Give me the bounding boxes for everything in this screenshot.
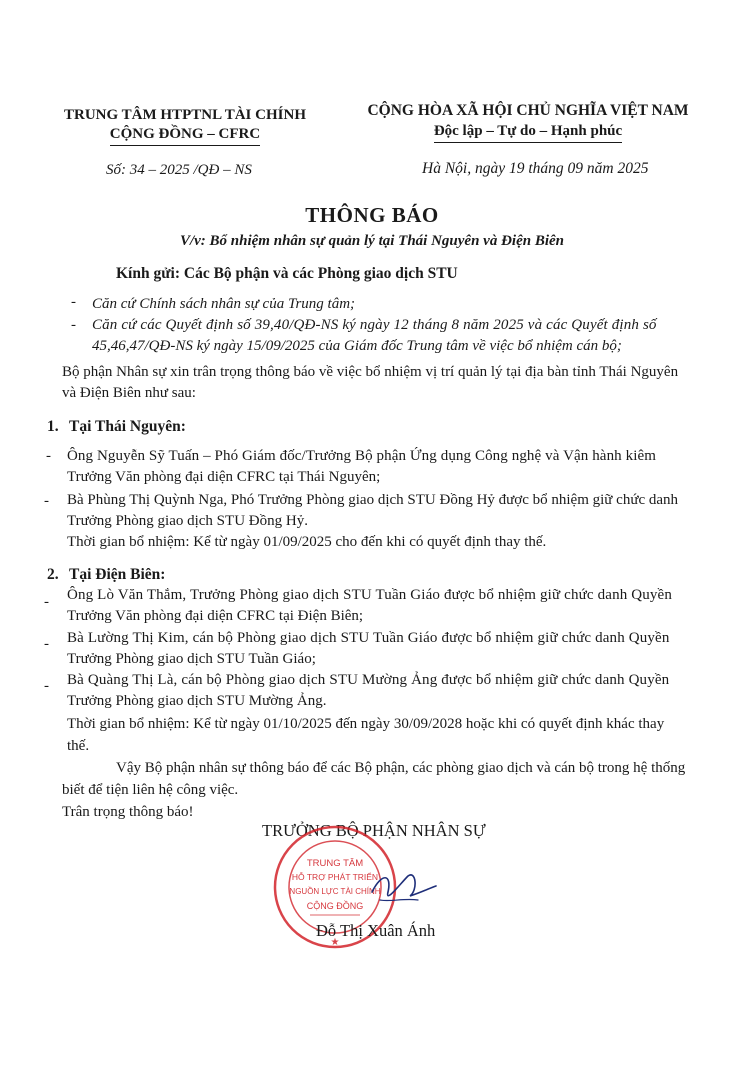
bullet-dash: - bbox=[71, 317, 76, 333]
intro-line-1: Bộ phận Nhân sự xin trân trọng thông báo về việc bổ nhiệm vị trí quản lý tại địa bàn tỉnh Thái Nguyên bbox=[62, 364, 679, 380]
bullet-dash: - bbox=[44, 678, 49, 694]
stamp-line-4: CỘNG ĐỒNG bbox=[306, 901, 364, 911]
section-2-number: 2. bbox=[47, 566, 59, 583]
s1-item-1-line-1: Ông Nguyễn Sỹ Tuấn – Phó Giám đốc/Trưởng Bộ phận Ứng dụng Công nghệ và Vận hành kiêm bbox=[67, 448, 657, 464]
bullet-dash: - bbox=[46, 448, 51, 464]
recipient-line: Kính gửi: Các Bộ phận và các Phòng giao dịch STU bbox=[116, 265, 458, 282]
bullet-dash: - bbox=[44, 493, 49, 509]
intro-line-2: và Điện Biên như sau: bbox=[62, 385, 196, 401]
document-subject: V/v: Bổ nhiệm nhân sự quản lý tại Thái Nguyên và Điện Biên bbox=[179, 233, 565, 249]
s2-item-2-line-1: Bà Lường Thị Kim, cán bộ Phòng giao dịch STU Tuần Giáo được bổ nhiệm giữ chức danh Quyền bbox=[67, 630, 670, 646]
s2-item-1-line-1: Ông Lò Văn Thắm, Trưởng Phòng giao dịch STU Tuần Giáo được bổ nhiệm giữ chức danh Quyền bbox=[67, 587, 673, 603]
s2-appointment-time-line-2: thế. bbox=[67, 738, 90, 754]
closing-line-1: Vậy Bộ phận nhân sự thông báo để các Bộ phận, các phòng giao dịch và cán bộ trong hệ thống bbox=[116, 760, 686, 776]
svg-text:★: ★ bbox=[330, 937, 340, 948]
signer-name: Đỗ Thị Xuân Ánh bbox=[316, 921, 436, 940]
bullet-dash: - bbox=[44, 594, 49, 610]
document-title: THÔNG BÁO bbox=[305, 203, 439, 227]
s1-appointment-time: Thời gian bổ nhiệm: Kể từ ngày 01/09/2025 cho đến khi có quyết định thay thế. bbox=[67, 534, 547, 550]
national-title bbox=[348, 101, 708, 143]
stamp-line-2: HỖ TRỢ PHÁT TRIỂN bbox=[291, 872, 379, 882]
document-number: Số: 34 – 2025 /QĐ – NS bbox=[106, 162, 252, 178]
organization-line-1: TRUNG TÂM HTPTNL TÀI CHÍNH bbox=[64, 107, 306, 123]
section-1-number: 1. bbox=[47, 418, 59, 435]
s1-item-2-line-1: Bà Phùng Thị Quỳnh Nga, Phó Trưởng Phòng giao dịch STU Đồng Hỷ được bổ nhiệm giữ chức danh bbox=[67, 492, 679, 508]
organization-line-2: CỘNG ĐỒNG – CFRC bbox=[110, 125, 260, 146]
basis-1: Căn cứ Chính sách nhân sự của Trung tâm; bbox=[92, 296, 356, 312]
bullet-dash: - bbox=[71, 294, 76, 310]
s2-item-2-line-2: Trưởng Phòng giao dịch STU Tuần Giáo; bbox=[67, 651, 316, 667]
place-date: Hà Nội, ngày 19 tháng 09 năm 2025 bbox=[422, 160, 649, 177]
basis-2-line-2: 45,46,47/QĐ-NS ký ngày 15/09/2025 của Giám đốc Trung tâm về việc bổ nhiệm cán bộ; bbox=[92, 338, 622, 354]
section-1-title: Tại Thái Nguyên: bbox=[69, 418, 186, 435]
s1-item-1-line-2: Trưởng Văn phòng đại diện CFRC tại Thái Nguyên; bbox=[67, 469, 381, 485]
national-motto: Độc lập – Tự do – Hạnh phúc bbox=[434, 121, 622, 143]
signer-role: TRƯỞNG BỘ PHẬN NHÂN SỰ bbox=[262, 821, 486, 840]
s1-item-2-line-2: Trưởng Phòng giao dịch STU Đồng Hỷ. bbox=[67, 513, 308, 529]
closing-line-2: biết để tiện liên hệ công việc. bbox=[62, 782, 239, 798]
bullet-dash: - bbox=[44, 636, 49, 652]
s2-appointment-time-line-1: Thời gian bổ nhiệm: Kể từ ngày 01/10/2025 đến ngày 30/09/2028 hoặc khi có quyết định khác thay bbox=[67, 716, 665, 732]
national-title-line-1: CỘNG HÒA XÃ HỘI CHỦ NGHĨA VIỆT NAM bbox=[367, 102, 689, 119]
stamp-line-3: NGUỒN LỰC TÀI CHÍNH bbox=[289, 887, 381, 896]
s2-item-3-line-2: Trưởng Phòng giao dịch STU Mường Ảng. bbox=[67, 693, 327, 709]
stamp-line-1: TRUNG TÂM bbox=[306, 858, 364, 869]
s2-item-1-line-2: Trưởng Văn phòng đại diện CFRC tại Điện Biên; bbox=[67, 608, 364, 624]
s2-item-3-line-1: Bà Quàng Thị Là, cán bộ Phòng giao dịch STU Mường Ảng được bổ nhiệm giữ chức danh Quyền bbox=[67, 672, 670, 688]
organization-name bbox=[40, 106, 330, 146]
section-2-title: Tại Điện Biên: bbox=[69, 566, 166, 583]
basis-2-line-1: Căn cứ các Quyết định số 39,40/QĐ-NS ký ngày 12 tháng 8 năm 2025 và các Quyết định số bbox=[92, 317, 657, 333]
closing-line-3: Trân trọng thông báo! bbox=[62, 804, 194, 820]
handwritten-signature bbox=[370, 862, 440, 912]
